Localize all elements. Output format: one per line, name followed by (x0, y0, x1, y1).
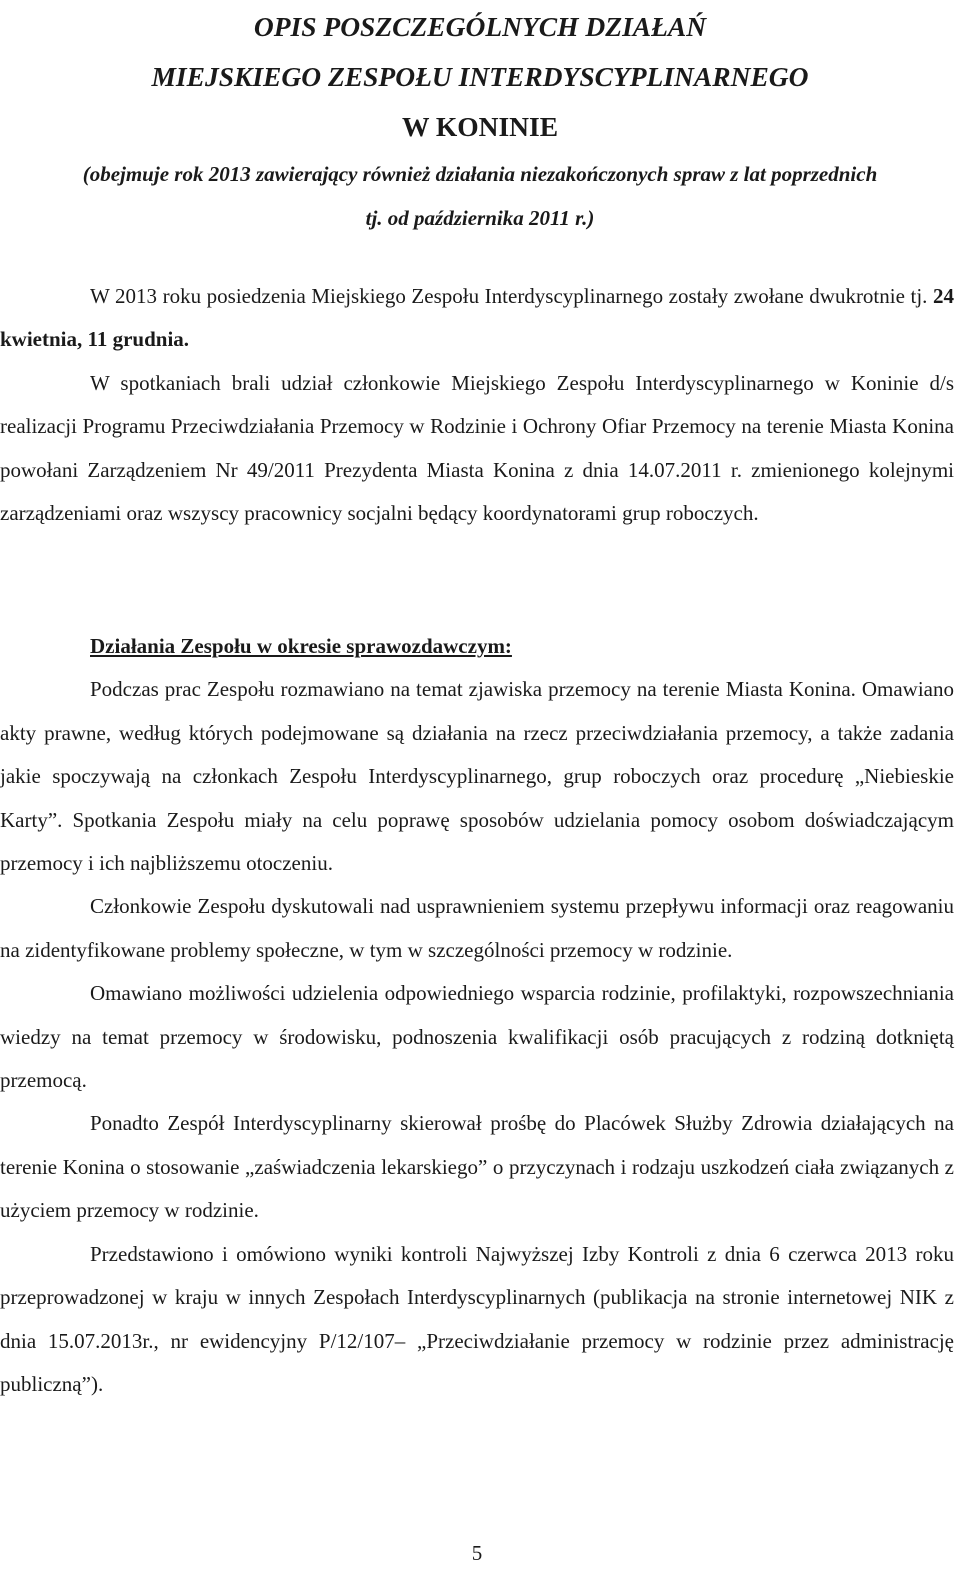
activities-section (0, 625, 954, 1406)
page-number: 5 (471, 1541, 483, 1565)
document-title (0, 0, 960, 152)
document-subtitle (0, 152, 960, 240)
meeting-dates: 24 kwietnia, 11 grudnia. (0, 284, 954, 352)
activities-paragraph-4: Ponadto Zespół Interdyscyplinarny skierował prośbę do Placówek Służby Zdrowia działających na terenie Konina o stosowanie „zaświadczenia lekarskiego” o przyczynach i rodzaju uszkodzeń ciała związanych z użyciem przemocy w rodzinie. (0, 1111, 954, 1223)
intro-paragraph-participants: W spotkaniach brali udział członkowie Miejskiego Zespołu Interdyscyplinarnego w Koninie d/s realizacji Programu Przeciwdziałania Przemocy w Rodzinie i Ochrony Ofiar Przemocy na terenie Miasta Konina powołani Zarządzeniem Nr 49/2011 Prezydenta Miasta Konina z dnia 14.07.2011 r. zmienionego kolejnymi zarządzeniami oraz wszyscy pracownicy socjalni będący koordynatorami grup roboczych. (0, 370, 954, 526)
meetings-text: W 2013 roku posiedzenia Miejskiego Zespołu Interdyscyplinarnego zostały zwołane dwukrotnie tj. (90, 284, 933, 308)
intro-paragraph-meetings (0, 275, 954, 362)
title-line-1: OPIS POSZCZEGÓLNYCH DZIAŁAŃ (253, 11, 707, 42)
activities-paragraph-2: Członkowie Zespołu dyskutowali nad usprawnieniem systemu przepływu informacji oraz reagowaniu na zidentyfikowane problemy społeczne, w tym w szczególności przemocy w rodzinie. (0, 894, 954, 962)
intro-block (0, 275, 954, 535)
subtitle-line-1: (obejmuje rok 2013 zawierający również działania niezakończonych spraw z lat poprzednich (82, 162, 878, 186)
section-heading: Działania Zespołu w okresie sprawozdawczym: (90, 634, 512, 658)
title-line-2: MIEJSKIEGO ZESPOŁU INTERDYSCYPLINARNEGO (151, 61, 809, 92)
activities-paragraph-1: Podczas prac Zespołu rozmawiano na temat zjawiska przemocy na terenie Miasta Konina. Omawiano akty prawne, według których podejmowane są działania na rzecz przeciwdziałania przemocy, a także zadania jakie spoczywają na członkach Zespołu Interdyscyplinarnego, grup roboczych oraz procedurę „Niebieskie Karty”. Spotkania Zespołu miały na celu poprawę sposobów udzielania pomocy osobom doświadczającym przemocy i ich najbliższemu otoczeniu. (0, 677, 954, 876)
title-line-3: W KONINIE (401, 111, 559, 142)
subtitle-line-2: tj. od października 2011 r.) (365, 206, 595, 230)
activities-paragraph-5: Przedstawiono i omówiono wyniki kontroli Najwyższej Izby Kontroli z dnia 6 czerwca 2013 roku przeprowadzonej w kraju w innych Zespołach Interdyscyplinarnych (publikacja na stronie internetowej NIK z dnia 15.07.2013r., nr ewidencyjny P/12/107– „Przeciwdziałanie przemocy w rodzinie przez administrację publiczną”). (0, 1241, 954, 1396)
activities-paragraph-3: Omawiano możliwości udzielenia odpowiedniego wsparcia rodzinie, profilaktyki, rozpowszechniania wiedzy na temat przemocy w środowisku, podnoszenia kwalifikacji osób pracujących z rodziną dotkniętą przemocą. (0, 981, 954, 1093)
